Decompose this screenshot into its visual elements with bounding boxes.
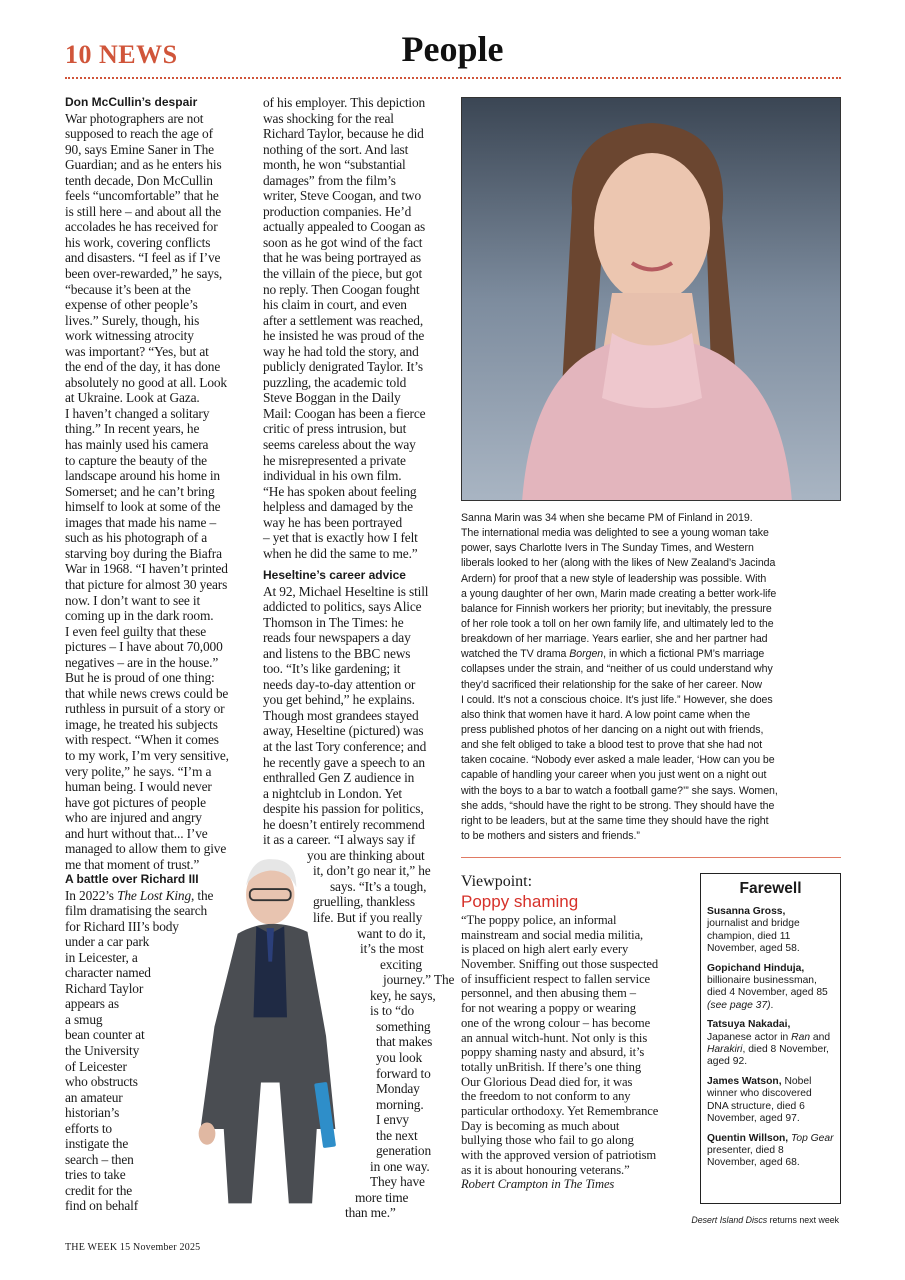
text-line: for Richard III’s body xyxy=(65,918,179,934)
italic-text: Robert Crampton in The Times xyxy=(461,1177,615,1192)
text-line: Monday xyxy=(376,1081,420,1097)
text-line: publicly denigrated Taylor. It’s xyxy=(263,359,423,375)
text: and xyxy=(810,1031,831,1043)
text-line: with respect. “When it comes xyxy=(65,732,219,748)
text-line: in Leicester, a xyxy=(65,949,138,965)
text-line: Ardern) for proof that a new style of leadership was possible. With xyxy=(461,572,767,585)
farewell-item xyxy=(707,1133,834,1170)
italic-text: Ran xyxy=(791,1031,811,1043)
text-line: accolades he has received for xyxy=(65,219,218,235)
text-line: I envy xyxy=(376,1112,409,1128)
text-line: way he has been portrayed xyxy=(263,514,403,530)
text-line: too. “It’s like gardening; it xyxy=(263,661,401,677)
text-line: power, says Charlotte Ivers in The Sunday Times, and Western xyxy=(461,542,754,555)
text-line: I could. It’s not a conscious choice. It’s just life.” However, she does xyxy=(461,693,773,706)
text-line: of Leicester xyxy=(65,1058,127,1074)
text-line: tries to take xyxy=(65,1167,126,1183)
text: watched the TV drama xyxy=(461,648,570,661)
text-line: bean counter at xyxy=(65,1027,145,1043)
text-line: ruthless in pursuit of a story or xyxy=(65,701,225,717)
text-line: key, he says, xyxy=(370,987,436,1003)
farewell-list xyxy=(707,906,834,1170)
text-line: with the boys to a bar to watch a football game?’” she says. Women, xyxy=(461,784,778,797)
story-mccullin xyxy=(65,95,245,872)
text-line: away, Heseltine (pictured) was xyxy=(263,723,424,739)
text-line: breakdown of her marriage. Years earlier, she and her partner had xyxy=(461,633,768,646)
text-line: of insufficient respect to fallen service xyxy=(461,971,651,986)
text-line: now. I don’t want to see it xyxy=(65,592,201,608)
text-line: film dramatising the search xyxy=(65,903,208,919)
text-line: nothing of the sort. And last xyxy=(263,141,409,157)
text-line: appears as xyxy=(65,996,119,1012)
text-line: and hurt without that... I’ve xyxy=(65,825,208,841)
text-line: as it is about honouring veterans.” xyxy=(461,1162,630,1177)
story-heading: Heseltine’s career advice xyxy=(263,568,406,582)
text-line: The international media was delighted to see a young woman take xyxy=(461,527,769,540)
farewell-name: James Watson, xyxy=(707,1075,782,1087)
text-line: production companies. He’d xyxy=(263,203,412,219)
text-line: the villain of the piece, but got xyxy=(263,266,423,282)
text-line: a nightclub in London. Yet xyxy=(263,785,402,801)
text-line: starving boy during the Biafra xyxy=(65,545,222,561)
viewpoint-body xyxy=(461,913,701,1192)
text-line: enthralled Gen Z audience in xyxy=(263,770,415,786)
text-line: efforts to xyxy=(65,1120,112,1136)
text-line: for not wearing a poppy or wearing xyxy=(461,1001,636,1016)
text-line: I even feel guilty that these xyxy=(65,623,207,639)
text-line: morning. xyxy=(376,1096,424,1112)
section-label: 10 NEWS xyxy=(65,40,178,69)
text-line: when he did the same to me.” xyxy=(263,545,418,561)
text-line: Sanna Marin was 34 when she became PM of Finland in 2019. xyxy=(461,512,753,524)
text-line: after a settlement was reached, xyxy=(263,312,424,328)
text-line: feels “uncomfortable” that he xyxy=(65,188,219,204)
text-line: landscape around his home in xyxy=(65,468,220,484)
text-line: lives.” Surely, though, his xyxy=(65,312,200,328)
text-line: very polite,” he says. “I’m a xyxy=(65,763,212,779)
text: , the xyxy=(191,887,214,903)
text-line: you get behind,” he explains. xyxy=(263,692,415,708)
text-line xyxy=(461,1177,701,1192)
text-line: been over-rewarded,” he says, xyxy=(65,266,223,282)
text-line: “because it’s been at the xyxy=(65,281,191,297)
text-line: balance for Finnish workers her priority; but inevitably, the pressure xyxy=(461,602,772,615)
text-line: taken cocaine. “Nobody ever asked a male leader, ‘How can you be xyxy=(461,754,775,767)
text-line: coming up in the dark room. xyxy=(65,608,214,624)
text-line: is still here – and about all the xyxy=(65,203,222,219)
text-line: individual in his own film. xyxy=(263,468,402,484)
text-line: is placed on high alert early every xyxy=(461,942,629,957)
text-line: says. “It’s a tough, xyxy=(330,878,427,894)
italic-text: Harakiri xyxy=(707,1044,743,1056)
text-line: absolutely no good at all. Look xyxy=(65,374,227,390)
text-line: reads four newspapers a day xyxy=(263,630,411,646)
text-line: of his employer. This depiction xyxy=(263,95,426,110)
italic-text: Borgen xyxy=(569,648,604,661)
text-line: to my work, I’m very sensitive, xyxy=(65,747,229,763)
text-line: images that made his name – xyxy=(65,514,217,530)
text-line: he doesn’t entirely recommend xyxy=(263,816,425,832)
text: Japanese actor in xyxy=(707,1031,792,1043)
farewell-name: Susanna Gross, xyxy=(707,906,786,917)
text-line: such as his photograph of a xyxy=(65,530,208,546)
text-line: who obstructs xyxy=(65,1074,138,1090)
farewell-details xyxy=(707,975,828,1011)
farewell-item xyxy=(707,963,834,1013)
story-body xyxy=(263,95,443,561)
italic-text: (see page 37) xyxy=(707,999,771,1011)
text-line: you look xyxy=(376,1049,423,1065)
text-line: addicted to politics, says Alice xyxy=(263,599,422,615)
text-line: the freedom to not conform to any xyxy=(461,1089,631,1104)
text-line: Somerset; and he can’t bring xyxy=(65,483,215,499)
text: Nobel winner who discovered DNA structure, died 6 November, aged 97. xyxy=(707,1075,812,1125)
text: , in which a fictional PM’s marriage xyxy=(603,648,765,661)
text-line: Though most grandees stayed xyxy=(263,707,419,723)
farewell-item xyxy=(707,906,834,956)
text-line: critic of press intrusion, but xyxy=(263,421,407,437)
text-line: puzzling, the academic told xyxy=(263,374,407,390)
text-line: he insisted he was proud of the xyxy=(263,328,425,344)
text-line: historian’s xyxy=(65,1105,120,1121)
text-line: have got pictures of people xyxy=(65,794,206,810)
text-line: journey.” The xyxy=(383,972,455,988)
text-line: the next xyxy=(376,1127,418,1143)
text-line xyxy=(461,647,846,662)
text-line: who are injured and angry xyxy=(65,810,202,826)
section-divider xyxy=(461,857,841,858)
text: , died 8 November, aged 92. xyxy=(707,1044,829,1068)
text-line: tenth decade, Don McCullin xyxy=(65,172,213,188)
text-line: Day is becoming as much about xyxy=(461,1118,620,1133)
text-line: liberals looked to her (along with the likes of New Zealand’s Jacinda xyxy=(461,557,776,570)
text-line: thing.” In recent years, he xyxy=(65,421,200,437)
text-line: want to do it, xyxy=(357,925,426,941)
text-line: credit for the xyxy=(65,1182,133,1198)
text-line: a smug xyxy=(65,1011,103,1027)
text-line: one of the wrong colour – has become xyxy=(461,1015,651,1030)
text-line: Steve Boggan in the Daily xyxy=(263,390,401,406)
text-line: instigate the xyxy=(65,1136,129,1152)
text-line: character named xyxy=(65,965,151,981)
text-line: life. But if you really xyxy=(313,910,423,926)
page-footer: THE WEEK 15 November 2025 xyxy=(65,1242,201,1253)
text-line: an annual witch-hunt. Not only is this xyxy=(461,1030,648,1045)
text-line: capable of handling your career when you just went on a night out xyxy=(461,769,767,782)
text: . xyxy=(770,999,774,1011)
text-line: – yet that is exactly how I felt xyxy=(263,530,418,546)
farewell-box xyxy=(700,873,841,1204)
next-week-note xyxy=(691,1215,839,1225)
text-line: But he is proud of one thing: xyxy=(65,670,215,686)
text-line: managed to allow them to give xyxy=(65,841,227,857)
text-line: helpless and damaged by the xyxy=(263,499,413,515)
text-line: actually appealed to Coogan as xyxy=(263,219,426,235)
text-line: “The poppy police, an informal xyxy=(461,913,617,927)
text-line: collapses under the strain, and “neither of us could understand why xyxy=(461,663,773,676)
text-line: expense of other people’s xyxy=(65,297,198,313)
text-line: They have xyxy=(370,1174,425,1190)
text-line: something xyxy=(376,1018,431,1034)
text-line: month, he won “substantial xyxy=(263,157,406,173)
text-line: and listens to the BBC news xyxy=(263,645,411,661)
story-heading: Don McCullin’s despair xyxy=(65,95,198,109)
text-line: Richard Taylor, because he did xyxy=(263,126,424,142)
text-line: Richard Taylor xyxy=(65,980,144,996)
text-line: to be mothers and sisters and friends.” xyxy=(461,829,640,842)
text-line: under a car park xyxy=(65,934,150,950)
text-line: also think that women have it hard. A low point came when the xyxy=(461,708,751,721)
text-line: search – then xyxy=(65,1151,134,1167)
text-line: work witnessing atrocity xyxy=(65,328,194,344)
text-line: exciting xyxy=(380,956,422,972)
text-line: than me.” xyxy=(345,1205,396,1221)
text-line: and she felt obliged to take a blood test to prove that she had not xyxy=(461,739,763,752)
page-title: People xyxy=(401,29,504,69)
text-line: she adds, “should have the right to be strong. They should have the xyxy=(461,799,775,812)
text-line: more time xyxy=(355,1189,409,1205)
text-line: personnel, and then abusing them – xyxy=(461,986,636,1001)
text-line: press published photos of her dancing on a night out with friends, xyxy=(461,723,764,736)
text-line: his claim in court, and even xyxy=(263,297,407,313)
text-line: At 92, Michael Heseltine is still xyxy=(263,583,429,599)
sanna-marin-photo xyxy=(461,97,841,501)
text-line: poppy shaming nasty and absurd, it’s xyxy=(461,1045,645,1060)
text-line: his work, covering conflicts xyxy=(65,234,211,250)
text-line: the end of the day, it has done xyxy=(65,359,221,375)
farewell-name: Quentin Willson, xyxy=(707,1132,789,1144)
text-line: it, don’t go near it,” he xyxy=(313,863,431,879)
text-line: negatives – are in the house.” xyxy=(65,654,219,670)
text-line: and disasters. “I feel as if I’ve xyxy=(65,250,221,266)
text-line: they’d sacrificed their relationship for the sake of her career. Now xyxy=(461,678,763,691)
text-line: Guardian; and as he enters his xyxy=(65,157,222,173)
text-line: mainstream and social media militia, xyxy=(461,927,644,942)
viewpoint-kicker: Viewpoint: xyxy=(461,873,533,890)
text-line: was important? “Yes, but at xyxy=(65,343,209,359)
text-line: in one way. xyxy=(370,1158,430,1174)
text-line: it’s the most xyxy=(360,941,424,957)
text-line: that makes xyxy=(376,1034,433,1050)
text: presenter, died 8 November, aged 68. xyxy=(707,1144,800,1169)
story-richard-iii-cont xyxy=(263,95,443,561)
text-line: bullying those who fail to go along xyxy=(461,1133,634,1148)
text-line: Mail: Coogan has been a fierce xyxy=(263,405,426,421)
text-line: has mainly used his camera xyxy=(65,437,209,453)
text-line: was shocking for the real xyxy=(263,110,394,126)
text-line: image, he treated his subjects xyxy=(65,716,218,732)
text-line: damages” from the film’s xyxy=(263,172,396,188)
text-line: particular orthodoxy. Yet Remembrance xyxy=(461,1103,659,1118)
text-line: I haven’t changed a solitary xyxy=(65,405,210,421)
text-line: at Ukraine. Look at Gaza. xyxy=(65,390,200,406)
text-line: of her role took a toll on her own family life, and ultimately led to the xyxy=(461,617,774,630)
text-line: writer, Steve Coogan, and two xyxy=(263,188,421,204)
text-line: an amateur xyxy=(65,1089,123,1105)
text-line: supposed to reach the age of xyxy=(65,126,213,142)
text-line: it as a career. “I always say if xyxy=(263,832,416,848)
italic-text: The Lost King xyxy=(117,887,192,903)
text-line: generation xyxy=(376,1143,432,1159)
text-line: with the approved version of patriotism xyxy=(461,1148,657,1162)
text: returns next week xyxy=(767,1215,839,1225)
text-line: you are thinking about xyxy=(307,847,425,863)
text-line: the University xyxy=(65,1043,140,1059)
text-line: War in 1968. “I haven’t printed xyxy=(65,561,228,577)
text-line: Thomson in The Times: he xyxy=(263,614,404,630)
text-line: soon as he got wind of the fact xyxy=(263,234,423,250)
farewell-details xyxy=(707,918,800,954)
text-line: gruelling, thankless xyxy=(313,894,415,910)
text-line: is to “do xyxy=(370,1003,415,1019)
text-line: human being. I would never xyxy=(65,779,212,795)
italic-text: Desert Island Discs xyxy=(691,1215,768,1225)
header-divider xyxy=(65,77,841,79)
text-line: at the last Tory conference; and xyxy=(263,739,427,755)
text-line: totally unBritish. If there’s one thing xyxy=(461,1059,642,1074)
text-line: right to be leaders, but at the same time they should have the right xyxy=(461,814,769,827)
text-line: seems careless about the way xyxy=(263,437,416,453)
text-line: pictures – I have about 70,000 xyxy=(65,639,223,655)
text-line: needs day-to-day attention or xyxy=(263,676,416,692)
text-line: despite his passion for politics, xyxy=(263,801,424,817)
text: journalist and bridge champion, died 11 November, aged 58. xyxy=(707,918,800,955)
farewell-details xyxy=(707,1032,830,1068)
text-line: to capture the beauty of the xyxy=(65,452,207,468)
farewell-title: Farewell xyxy=(739,880,802,897)
farewell-item xyxy=(707,1076,834,1126)
text-line: War photographers are not xyxy=(65,110,204,126)
farewell-name: Tatsuya Nakadai, xyxy=(707,1019,791,1031)
story-body xyxy=(65,111,245,873)
text-line: that picture for almost 30 years xyxy=(65,576,228,592)
text-line: November. Sniffing out those suspected xyxy=(461,957,659,972)
text-line: way he had told the story, and xyxy=(263,343,419,359)
farewell-item xyxy=(707,1019,834,1069)
farewell-name: Gopichand Hinduja, xyxy=(707,962,805,974)
text-line: 90, says Emine Saner in The xyxy=(65,141,214,157)
text-line: himself to look at some of the xyxy=(65,499,221,515)
text: billionaire businessman, died 4 November, aged 85 xyxy=(707,975,828,999)
text-line: “He has spoken about feeling xyxy=(263,483,417,499)
text-line: Our Glorious Dead died for, it was xyxy=(461,1074,633,1089)
text-line: he misrepresented a private xyxy=(263,452,406,468)
text-line: find on behalf xyxy=(65,1198,139,1214)
text-line: that while news crews could be xyxy=(65,685,229,701)
text-line: me that moment of trust.” xyxy=(65,856,200,872)
photo-caption xyxy=(461,511,846,844)
text: In 2022’s xyxy=(65,887,118,903)
text-line: a young daughter of her own, Marin made creating a better work-life xyxy=(461,587,777,600)
italic-text: Top Gear xyxy=(791,1132,834,1144)
heseltine-photo xyxy=(142,850,352,1208)
viewpoint-title: Poppy shaming xyxy=(461,892,579,911)
story-heading: A battle over Richard III xyxy=(65,872,199,886)
text-line: he recently gave a speech to an xyxy=(263,754,425,770)
text-line: that he was being portrayed as xyxy=(263,250,421,266)
text-line: no reply. Then Coogan fought xyxy=(263,281,420,297)
text-line: forward to xyxy=(376,1065,431,1081)
